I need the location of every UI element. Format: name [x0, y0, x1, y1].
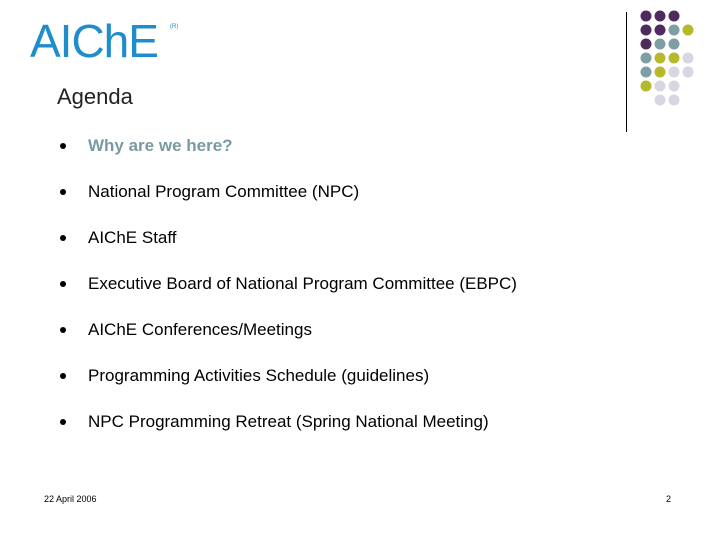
dot [669, 39, 680, 50]
bullet-icon [60, 327, 66, 333]
dot [655, 11, 666, 22]
agenda-item [60, 353, 517, 399]
agenda-item-text: AIChE Staff [88, 228, 177, 247]
agenda-item-text: Why are we here? [88, 136, 233, 155]
dot [655, 95, 666, 106]
agenda-item-text: Executive Board of National Program Committee (EBPC) [88, 274, 517, 293]
dot [683, 67, 694, 78]
agenda-item-text: Programming Activities Schedule (guidelines) [88, 366, 430, 385]
bullet-icon [60, 143, 66, 149]
decorative-dot-grid [640, 10, 720, 120]
dot [655, 67, 666, 78]
slide-title: Agenda [57, 84, 133, 109]
agenda-item [60, 261, 517, 307]
dot [669, 95, 680, 106]
dot [655, 39, 666, 50]
bullet-icon [60, 189, 66, 195]
dot [669, 81, 680, 92]
logo-text: AIChE [30, 15, 158, 67]
dot [669, 67, 680, 78]
page-number: 2 [666, 494, 672, 504]
agenda-item [60, 215, 517, 261]
logo-registered-mark: (R) [170, 24, 179, 30]
agenda-item [60, 169, 517, 215]
dot [641, 81, 652, 92]
dot [641, 25, 652, 36]
agenda-item-text: National Program Committee (NPC) [88, 182, 360, 201]
dot [683, 53, 694, 64]
agenda-item-text: NPC Programming Retreat (Spring National Meeting) [88, 412, 489, 431]
agenda-list [60, 123, 517, 445]
bullet-icon [60, 235, 66, 241]
dot [655, 81, 666, 92]
agenda-item [60, 307, 517, 353]
dot [669, 53, 680, 64]
dot [669, 11, 680, 22]
bullet-icon [60, 419, 66, 425]
bullet-icon [60, 373, 66, 379]
dot [641, 53, 652, 64]
agenda-item-text: AIChE Conferences/Meetings [88, 320, 312, 339]
dot [641, 67, 652, 78]
dot [669, 25, 680, 36]
dot [655, 53, 666, 64]
aiche-logo [30, 15, 158, 67]
agenda-item [60, 399, 517, 445]
agenda-item [60, 123, 517, 169]
bullet-icon [60, 281, 66, 287]
dot [655, 25, 666, 36]
dot [641, 39, 652, 50]
vertical-divider [626, 12, 627, 132]
footer-date: 22 April 2006 [44, 494, 97, 504]
dot [683, 25, 694, 36]
dot [641, 11, 652, 22]
